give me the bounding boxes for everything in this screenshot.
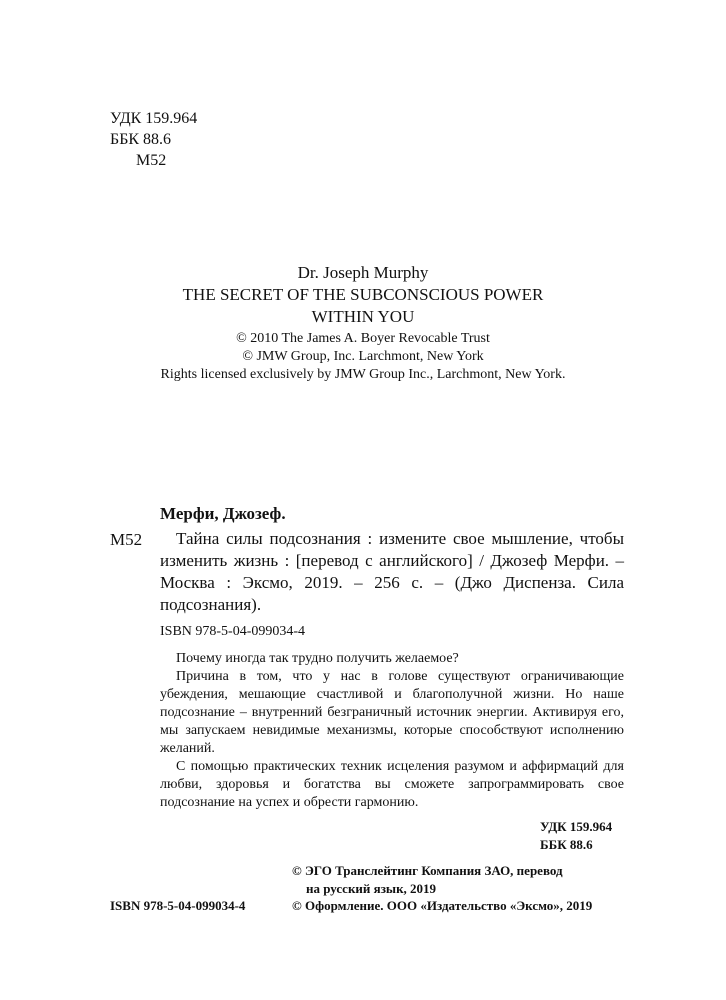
udk-block-top	[110, 108, 197, 171]
rights-line3: Rights licensed exclusively by JMW Group Inc., Larchmont, New York.	[160, 367, 566, 382]
udk-block-bottom	[540, 818, 612, 854]
udk-code: УДК 159.964	[110, 110, 198, 127]
catalog-author: Мерфи, Джозеф.	[160, 504, 286, 523]
annotation-paragraph-3: С помощью практических техник исцеления разумом и аффирмаций для любви, здоровья и богатства вы сможете запрограммировать свое подсознание на успех и обрести гармонию.	[160, 759, 624, 810]
annotation	[160, 650, 624, 812]
design-copyright: © Оформление. ООО «Издательство «Эксмо», 2019	[292, 898, 593, 913]
catalog-description: Тайна силы подсознания : измените свое мышление, чтобы изменить жизнь : [перевод с английского] / Джозеф Мерфи. – Москва : Эксмо, 2019. – 256 с. – (Джо Диспенза. Сила подсознания).	[160, 529, 624, 614]
translation-copyright-line2: на русский язык, 2019	[306, 881, 437, 896]
annotation-paragraph-1: Почему иногда так трудно получить желаемое?	[176, 651, 459, 666]
catalog-isbn: ISBN 978-5-04-099034-4	[160, 624, 306, 639]
bbk-code: ББК 88.6	[110, 131, 172, 148]
rights-line2: © JMW Group, Inc. Larchmont, New York	[242, 349, 484, 364]
translation-copyright-line1: © ЭГО Транслейтинг Компания ЗАО, перевод	[292, 863, 563, 878]
translation-copyright	[292, 862, 632, 898]
original-title-line2: WITHIN YOU	[311, 307, 415, 326]
udk-code-bottom: УДК 159.964	[540, 819, 613, 834]
catalog-code: М52	[110, 530, 143, 549]
isbn-bottom: ISBN 978-5-04-099034-4	[110, 898, 246, 913]
rights-line1: © 2010 The James A. Boyer Revocable Trust	[236, 331, 490, 346]
annotation-paragraph-2: Причина в том, что у нас в голове существуют ограничивающие убеждения, мешающие счастливой и благополучной жизни. Но наше подсознание – внутренний безграничный источник энергии. Активируя его, мы запускаем невидимые механизмы, которые способствуют исполнению желаний.	[160, 669, 624, 756]
original-title-line1: THE SECRET OF THE SUBCONSCIOUS POWER	[182, 285, 544, 304]
original-title-block	[0, 262, 726, 328]
original-author: Dr. Joseph Murphy	[297, 263, 429, 282]
rights-block	[0, 330, 726, 384]
bbk-code-bottom: ББК 88.6	[540, 837, 593, 852]
author-mark: М52	[136, 152, 167, 169]
